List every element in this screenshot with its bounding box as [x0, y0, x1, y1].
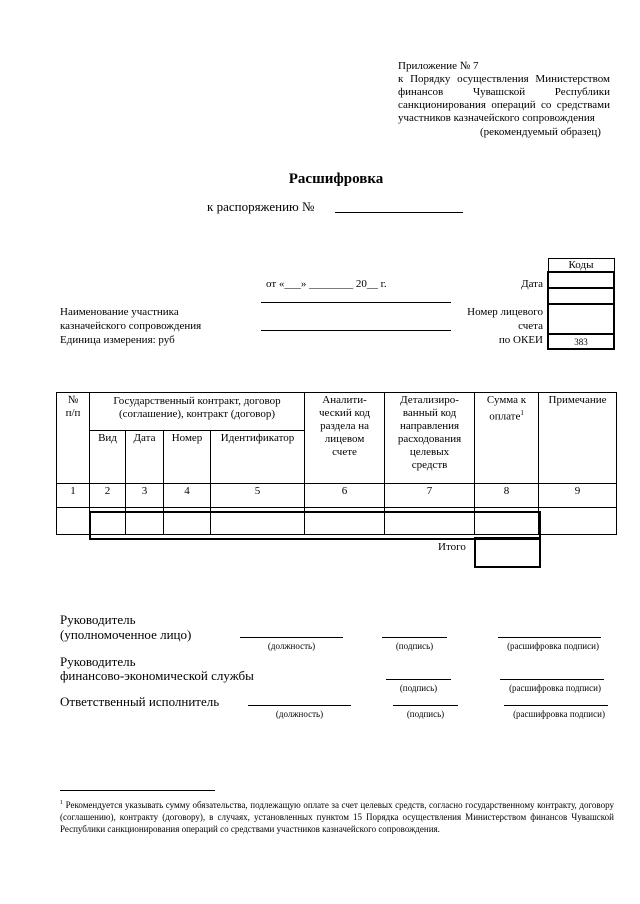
account-label-1: Номер лицевого	[467, 306, 543, 318]
col-sum-header	[475, 393, 539, 484]
codes-header: Коды	[548, 259, 614, 273]
code-date-cell	[548, 272, 614, 288]
exec-label: Ответственный исполнитель	[60, 694, 220, 709]
okei-label: по ОКЕИ	[498, 334, 543, 346]
code-participant-cell	[548, 288, 614, 304]
col-contract-header: Государственный контракт, договор (соглашение), контракт (договор)	[90, 393, 305, 431]
data-cell	[539, 508, 617, 535]
exec-decoding-line	[504, 705, 608, 706]
date-line: от «___» ________ 20__ г.	[266, 278, 387, 290]
col-num-5: 5	[211, 484, 305, 508]
footnote-mark: 1	[60, 800, 63, 806]
col-num-2: 2	[90, 484, 126, 508]
sub-id-header: Идентификатор	[211, 431, 305, 484]
head-label-2: (уполномоченное лицо)	[60, 627, 192, 642]
appendix-note: (рекомендуемый образец)	[480, 126, 601, 138]
fin-label-1: Руководитель	[60, 654, 136, 669]
fin-signature-line	[386, 679, 451, 680]
participant-label-1: Наименование участника	[60, 306, 179, 318]
fin-decoding-caption: (расшифровка подписи)	[509, 683, 601, 693]
fin-decoding-line	[500, 679, 604, 680]
col-num-7: 7	[385, 484, 475, 508]
sub-vid-header: Вид	[90, 431, 126, 484]
sub-number-header: Номер	[164, 431, 211, 484]
col-num-6: 6	[305, 484, 385, 508]
head-signature-caption: (подпись)	[395, 641, 434, 651]
footnote-ref: 1	[520, 409, 524, 417]
head-position-line	[240, 637, 343, 638]
head-position-caption: (должность)	[267, 641, 316, 651]
appendix-line-3: санкционирования операций со средствами	[398, 99, 610, 111]
total-cell	[474, 537, 541, 568]
fin-label-2: финансово-экономической службы	[60, 668, 254, 683]
head-signature-line	[382, 637, 447, 638]
code-account-cell	[548, 304, 614, 334]
exec-decoding-caption: (расшифровка подписи)	[513, 709, 605, 719]
account-label-2: счета	[518, 320, 543, 332]
col-num-1: 1	[57, 484, 90, 508]
footnote	[60, 797, 614, 835]
total-label: Итого	[438, 541, 466, 553]
col-num-8: 8	[475, 484, 539, 508]
document-subtitle: к распоряжению №	[207, 199, 315, 214]
sub-date-header: Дата	[126, 431, 164, 484]
appendix-line-2: финансов Чувашской Республики	[398, 86, 610, 98]
col-note-header: Примечание	[539, 393, 617, 484]
appendix-line-4: участников казначейского сопровождения	[398, 112, 595, 124]
col-number-header: № п/п	[57, 393, 90, 484]
col-analytic-header: Аналити- ческий код раздела на лицевом счете	[305, 393, 385, 484]
exec-signature-line	[393, 705, 458, 706]
col-sum-label: Сумма к оплате	[486, 394, 527, 423]
participant-label-2: казначейского сопровождения	[60, 320, 202, 332]
col-detail-header: Детализиро- ванный код направления расходования целевых средств	[385, 393, 475, 484]
footnote-text: Рекомендуется указывать сумму обязательства, подлежащую оплате за счет целевых средств, согласно государственному контракту, договору (соглашению), контракту (договору), в случаях, установленных пунктом 15 Порядка осуществления Министерством финансов Чувашской Республики санкционирования операций со средствами участников казначейского сопровождения.	[60, 800, 614, 834]
order-number-line	[335, 212, 463, 213]
exec-position-line	[248, 705, 351, 706]
head-decoding-caption: (расшифровка подписи)	[507, 641, 599, 651]
appendix-line-1: к Порядку осуществления Министерством	[398, 73, 610, 85]
code-okei-cell: 383	[548, 334, 614, 349]
exec-signature-caption: (подпись)	[406, 709, 445, 719]
footnote-separator	[60, 790, 215, 791]
participant-line-1	[261, 302, 451, 303]
document-title: Расшифровка	[288, 171, 384, 187]
date-label: Дата	[521, 278, 543, 290]
col-num-9: 9	[539, 484, 617, 508]
codes-box	[547, 258, 615, 350]
exec-position-caption: (должность)	[275, 709, 324, 719]
col-num-3: 3	[126, 484, 164, 508]
head-label-1: Руководитель	[60, 612, 136, 627]
appendix-title: Приложение № 7	[398, 60, 479, 72]
data-cell	[57, 508, 90, 535]
unit-label: Единица измерения: руб	[60, 334, 175, 346]
head-decoding-line	[498, 637, 601, 638]
fin-signature-caption: (подпись)	[399, 683, 438, 693]
col-num-4: 4	[164, 484, 211, 508]
data-row-frame	[89, 511, 541, 540]
